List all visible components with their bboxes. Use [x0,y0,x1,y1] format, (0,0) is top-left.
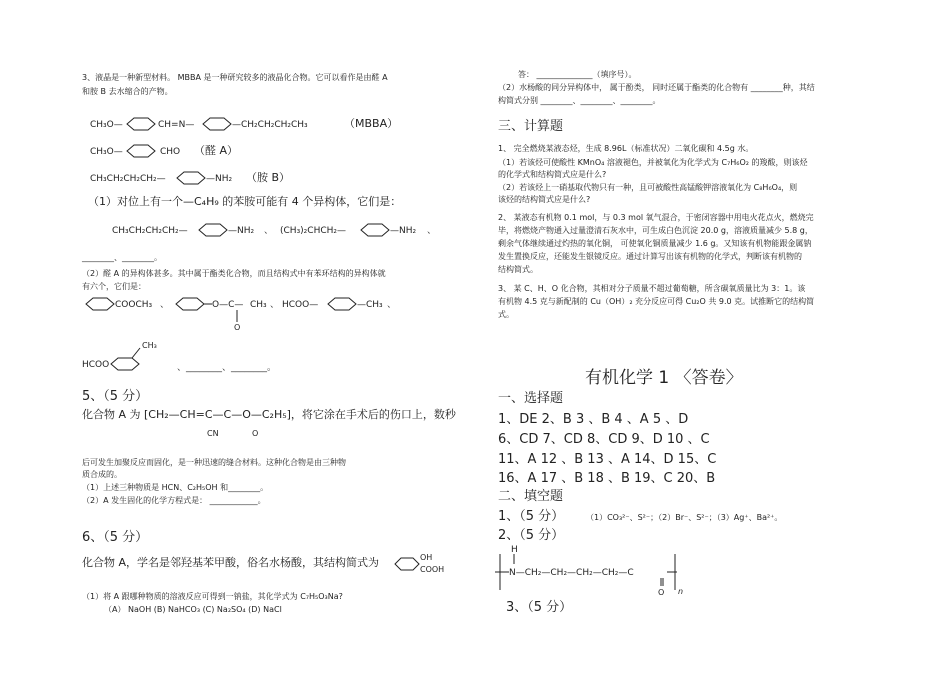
ester4-left: HCOO [82,360,110,370]
benzene-ring [177,172,205,184]
answer-row-1: 1、DE 2、B 3 、B 4 、A 5 、D [498,412,689,427]
q5-line2: 后可发生加聚反应而固化，是一种迅速的缝合材料。这种化合物是由三种物 [82,458,346,467]
isomer2-right: —NH₂ [390,226,417,236]
benzene-ring [395,558,419,570]
benzene-ring [176,298,204,310]
q5-line1: 化合物 A 为 [CH₂—CH=C—C—O—C₂H₅]，将它涂在手术后的伤口上，数秒 [82,408,456,421]
ester4-blanks: 、________、________。 [177,363,277,373]
poly-o: O [658,588,665,597]
poly-chain: N—CH₂—CH₂—CH₂—CH₂—C [509,568,634,578]
mbba-right: —CH₂CH₂CH₂CH₃ [232,120,308,130]
answer-row-3: 11、A 12 、B 13 、A 14、D 15、C [498,452,717,467]
fill1-answer: （1）CO₃²⁻、S²⁻；（2）Br⁻、S²⁻；（3）Ag⁺、Ba²⁺。 [586,513,783,522]
q6-options: （A） NaOH (B) NaHCO₃ (C) Na₂SO₄ (D) NaCl [104,605,282,614]
q3-sub1: （1）对位上有一个—C₄H₉ 的苯胺可能有 4 个异构体，它们是： [88,195,402,208]
q3-line1: 3、液晶是一种新型材料。 MBBA 是一种研究较多的液晶化合物。它可以看作是由醛 A [82,73,388,82]
isomer-tail: 、 [427,226,437,236]
cooh-label: COOH [420,565,445,574]
answer-row-2: 6、CD 7、CD 8、CD 9、D 10 、C [498,432,710,447]
q5-line3: 质合成的。 [82,470,122,479]
r-top2: （2）水杨酸的同分异构体中， 属于酚类， 同时还属于酯类的化合物有 ________种，其结 [498,83,815,92]
calc2-line4: 发生置换反应，还能发生银镜反应。通过计算写出该有机物的化学式，判断该有机物的 [498,252,802,261]
q6-sub1: （1）将 A 跟哪种物质的溶液反应可得到一钠盐，其化学式为 C₇H₅O₃Na? [82,592,343,601]
ester3-right: —CH₃ [357,300,383,310]
q3-sub2-line2: 有六个，它们是： [82,282,146,291]
section2-title: 二、填空题 [498,489,564,504]
calc2-line5: 结构简式。 [498,265,538,274]
salicylic-acid-structure [392,550,452,578]
ester4-structure [82,338,312,374]
aldehyde-right: CHO [160,147,181,157]
calc2-line1: 2、 某液态有机物 0.1 mol，与 0.3 mol 氧气混合，于密闭容器中用电火花点火，燃烧完 [498,213,814,222]
amine-right: —NH₂ [206,174,233,184]
q5-title: 5、（5 分） [82,389,149,404]
mbba-mid: CH=N— [158,120,195,130]
answer-row-4: 16、A 17 、B 18 、B 19、C 20、B [498,471,716,486]
calc1-line1: 1、 完全燃烧某液态烃，生成 8.96L（标准状况）二氧化碳和 4.5g 水。 [498,144,754,153]
q6-line1: 化合物 A，学名是邻羟基苯甲酸，俗名水杨酸，其结构简式为 [82,556,380,569]
isomer2-left: (CH₃)₂CHCH₂— [280,226,347,236]
mbba-structures [82,110,412,190]
q6-title: 6、（5 分） [82,530,149,545]
fill1-prefix: 1、（5 分） [498,509,565,524]
aldehyde-left: CH₃O— [90,147,123,157]
isomer1-right: —NH₂ [228,226,255,236]
ester3-left: HCOO— [282,300,319,310]
ester2-right: CH₃ [250,300,267,310]
svg-text:O: O [234,323,241,332]
q5-o: O [252,429,259,438]
calc1-line2: （1）若该烃可使酸性 KMnO₄ 溶液褪色，并被氧化为化学式为 C₇H₆O₂ 的羧酸，则该烃 [498,158,808,167]
svg-text:O—C—: O—C— [212,300,244,310]
benzene-ring [199,224,227,236]
polymer-structure [495,542,690,598]
q5-sub1: （1）上述三种物质是 HCN、C₂H₅OH 和________。 [82,483,269,492]
ester1: COOCH₃ [115,300,153,310]
q3-blanks: ________、________。 [82,253,162,262]
benzene-ring [328,298,356,310]
amine-left: CH₃CH₂CH₂CH₂— [90,174,166,184]
calc1-line3: 的化学式和结构简式应是什么? [498,170,607,179]
calc3-line1: 3、 某 C、H、O 化合物，其相对分子质量不超过葡萄糖，所含碳氧质量比为 3：1。该 [498,284,806,293]
aldehyde-label: （醛 A） [194,144,239,157]
benzene-ring [203,118,231,130]
calc1-line5: 该烃的结构简式应是什么? [498,195,591,204]
benzene-ring [111,358,139,370]
r-top1: 答： ______________（填序号）。 [518,70,637,79]
calc1-line4: （2）若该烃上一硝基取代物只有一种，且可被酸性高锰酸钾溶液氧化为 C₈H₆O₄，则 [498,183,798,192]
calc2-line2: 毕，将燃烧产物通入过量澄清石灰水中，可生成白色沉淀 20.0 g，溶液质量减少 5.8 g， [498,226,813,235]
ester-separator: 、 [160,300,170,310]
section1-title: 一、选择题 [498,391,564,406]
benzene-ring [86,298,114,310]
mbba-left: CH₃O— [90,120,123,130]
oh-label: OH [420,553,433,562]
poly-h: H [511,545,518,555]
q3-sub2-line1: （2）醛 A 的异构体甚多。其中属于酯类化合物，而且结构式中有苯环结构的异构体就 [82,269,386,278]
ester4-top: CH₃ [142,341,157,350]
isomer-separator: 、 [264,226,274,236]
r-top3: 构简式分别 ________、________、________。 [498,96,661,105]
q5-sub2: （2）A 发生固化的化学方程式是： ____________。 [82,496,266,505]
amine-label: （胺 B） [246,171,291,184]
poly-n: n [678,587,684,596]
section3-title: 三、计算题 [498,119,564,134]
isomer-structures [82,218,442,242]
calc2-line3: 剩余气体继续通过灼热的氧化铜， 可使氧化铜质量减少 1.6 g。又知该有机物能跟金属钠 [498,239,812,248]
mbba-label: （MBBA） [344,117,399,130]
q5-cn: CN [207,429,219,438]
fill3-title: 3、（5 分） [506,600,573,615]
calc3-line2: 有机物 4.5 克与新配制的 Cu（OH）₂ 充分反应可得 Cu₂O 共 9.0 克。试推断它的结构简 [498,297,815,306]
benzene-ring [361,224,389,236]
ester-separator: 、 [387,300,397,310]
answer-sheet-title: 有机化学 1 〈答卷〉 [585,368,743,388]
isomer1-left: CH₃CH₂CH₂CH₂— [112,226,188,236]
benzene-ring [127,118,155,130]
benzene-ring [127,145,155,157]
calc3-line3: 式。 [498,310,514,319]
fill2-title: 2、（5 分） [498,528,565,543]
q3-line2: 和胺 B 去水缩合的产物。 [82,87,173,96]
ester-structures [82,292,412,332]
ester-separator: 、 [270,300,280,310]
